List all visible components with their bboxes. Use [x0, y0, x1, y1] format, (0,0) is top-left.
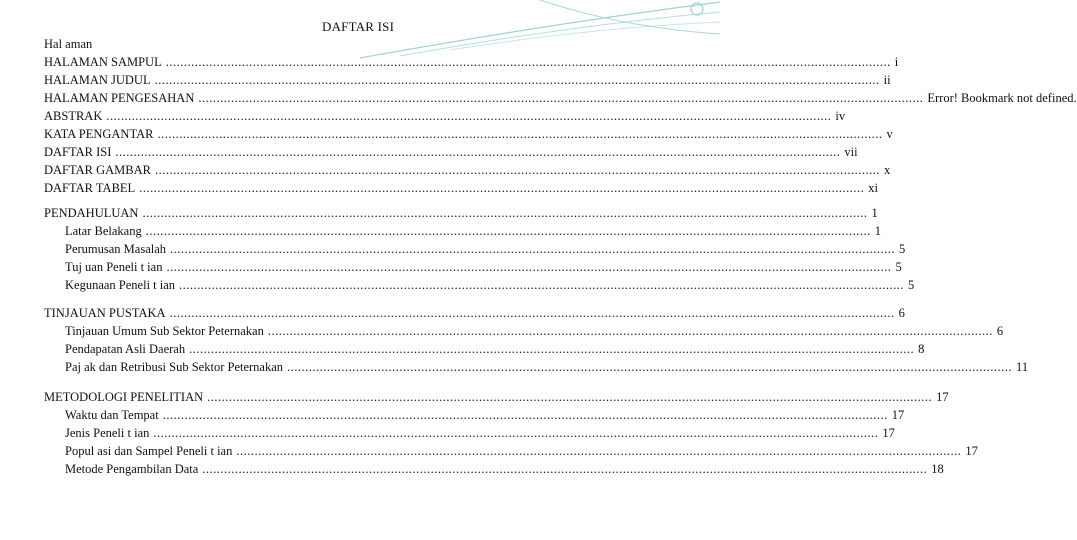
toc-entry-text: TINJAUAN PUSTAKA — [44, 306, 166, 320]
toc-entry-page: 1 — [874, 224, 881, 238]
toc-entry-page: Error! Bookmark not defined. — [927, 91, 1077, 105]
toc-entry — [65, 444, 978, 459]
toc-entry-text: PENDAHULUAN — [44, 206, 139, 220]
toc-entry-text: Tinjauan Umum Sub Sektor Peternakan — [65, 324, 264, 338]
toc-entry-page: 1 — [871, 206, 878, 220]
toc-entry-text: Metode Pengambilan Data — [65, 462, 199, 476]
toc-entry-text: KATA PENGANTAR — [44, 127, 154, 141]
dot-leader: ........................................................................................................................................................................................................ — [170, 242, 896, 256]
dot-leader: ........................................................................................................................................................................................................ — [106, 109, 832, 123]
toc-entry — [65, 360, 1029, 375]
dot-leader: ........................................................................................................................................................................................................ — [162, 408, 888, 422]
corner-decoration — [340, 0, 720, 60]
toc-entry-page: 6 — [898, 306, 905, 320]
toc-entry-text: Jenis Peneli t ian — [65, 426, 150, 440]
toc-entry-text: Kegunaan Peneli t ian — [65, 278, 176, 292]
dot-leader: ........................................................................................................................................................................................................ — [139, 181, 865, 195]
dot-leader: ........................................................................................................................................................................................................ — [157, 127, 883, 141]
toc-entry-text: DAFTAR ISI — [44, 145, 112, 159]
toc-entry — [44, 306, 905, 321]
toc-entry-text: Waktu dan Tempat — [65, 408, 159, 422]
toc-entry-text: HALAMAN JUDUL — [44, 73, 151, 87]
page-label: Hal aman — [44, 37, 93, 51]
toc-entry-text: HALAMAN PENGESAHAN — [44, 91, 195, 105]
toc-entry-page: 6 — [996, 324, 1004, 338]
toc-entry-page: 18 — [931, 462, 944, 476]
dot-leader: ........................................................................................................................................................................................................ — [207, 390, 933, 404]
toc-entry-text: Pendapatan Asli Daerah — [65, 342, 186, 356]
toc-entry-text: METODOLOGI PENELITIAN — [44, 390, 204, 404]
toc-entry — [44, 91, 1077, 106]
toc-entry-text: Paj ak dan Retribusi Sub Sektor Peternakan — [65, 360, 284, 374]
dot-leader: ........................................................................................................................................................................................................ — [198, 91, 924, 105]
toc-entry-page: 17 — [891, 408, 905, 422]
toc-entry-text: Perumusan Masalah — [65, 242, 167, 256]
toc-entry-page: 5 — [908, 278, 915, 292]
toc-entry-page: 17 — [882, 426, 895, 440]
toc-entry-text: ABSTRAK — [44, 109, 103, 123]
toc-entry-text: Popul asi dan Sampel Peneli t ian — [65, 444, 233, 458]
toc-entry-page: 17 — [965, 444, 978, 458]
toc-entry — [44, 206, 878, 221]
toc-entry — [44, 181, 878, 196]
dot-leader: ........................................................................................................................................................................................................ — [145, 224, 871, 238]
dot-leader: ........................................................................................................................................................................................................ — [153, 426, 879, 440]
toc-entry — [44, 55, 899, 70]
toc-entry — [65, 242, 906, 257]
toc-entry — [44, 127, 893, 142]
toc-entry — [44, 163, 891, 178]
dot-leader: ........................................................................................................................................................................................................ — [236, 444, 962, 458]
toc-entry-page: xi — [868, 181, 878, 195]
dot-leader: ........................................................................................................................................................................................................ — [165, 55, 891, 69]
toc-entry — [65, 342, 925, 357]
toc-entry-text: HALAMAN SAMPUL — [44, 55, 162, 69]
toc-entry — [44, 390, 949, 405]
toc-entry-page: i — [894, 55, 899, 69]
page-title: DAFTAR ISI — [322, 19, 395, 34]
dot-leader: ........................................................................................................................................................................................................ — [166, 260, 892, 274]
dot-leader: ........................................................................................................................................................................................................ — [142, 206, 868, 220]
toc-entry-page: 8 — [918, 342, 925, 356]
toc-entry-page: x — [884, 163, 891, 177]
toc-entry — [65, 462, 944, 477]
toc-entry — [65, 278, 915, 293]
dot-leader: ........................................................................................................................................................................................................ — [155, 163, 881, 177]
dot-leader: ........................................................................................................................................................................................................ — [169, 306, 895, 320]
dot-leader: ........................................................................................................................................................................................................ — [202, 462, 928, 476]
toc-entry-page: v — [886, 127, 893, 141]
toc-entry-page: vii — [844, 145, 858, 159]
dot-leader: ........................................................................................................................................................................................................ — [115, 145, 841, 159]
dot-leader: ........................................................................................................................................................................................................ — [287, 360, 1013, 374]
toc-entry-page: iv — [835, 109, 846, 123]
toc-entry — [65, 224, 881, 239]
toc-entry-page: ii — [883, 73, 891, 87]
dot-leader: ........................................................................................................................................................................................................ — [267, 324, 993, 338]
toc-entry-text: Tuj uan Peneli t ian — [65, 260, 163, 274]
toc-entry — [65, 260, 902, 275]
toc-entry — [65, 324, 1004, 339]
toc-entry — [44, 145, 858, 160]
dot-leader: ........................................................................................................................................................................................................ — [189, 342, 915, 356]
toc-entry-page: 17 — [936, 390, 949, 404]
toc-entry-page: 11 — [1016, 360, 1029, 374]
toc-entry-page: 5 — [899, 242, 906, 256]
toc-entry — [65, 408, 905, 423]
toc-entry-page: 5 — [895, 260, 902, 274]
toc-entry — [44, 109, 846, 124]
toc-entry-text: DAFTAR GAMBAR — [44, 163, 152, 177]
toc-entry — [65, 426, 895, 441]
dot-leader: ........................................................................................................................................................................................................ — [179, 278, 905, 292]
toc-entry — [44, 73, 891, 88]
toc-entry-text: DAFTAR TABEL — [44, 181, 136, 195]
dot-leader: ........................................................................................................................................................................................................ — [154, 73, 880, 87]
toc-entry-text: Latar Belakang — [65, 224, 142, 238]
